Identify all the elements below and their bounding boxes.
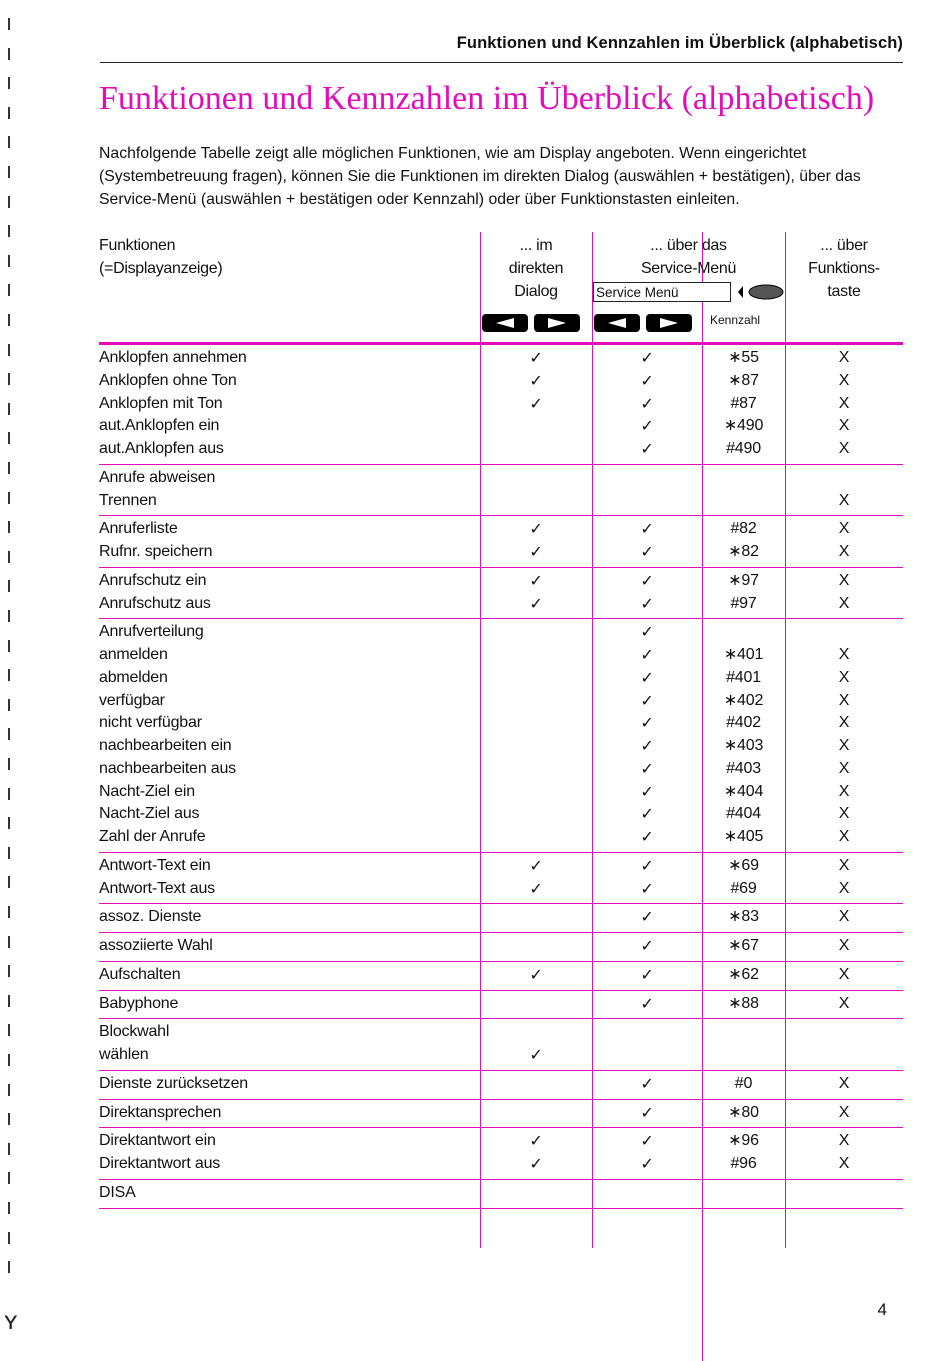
function-name: nicht verfügbar (99, 714, 202, 732)
cut-mark (8, 965, 10, 977)
function-key-mark: X (838, 371, 850, 389)
function-key-mark: X (838, 417, 850, 435)
kennzahl-code: ∗97 (728, 571, 759, 589)
table-row (99, 803, 903, 826)
function-name: Direktansprechen (99, 1103, 222, 1121)
cut-mark (8, 521, 10, 533)
service-menu-check: ✓ (640, 936, 654, 955)
kennzahl-code: ∗67 (728, 937, 759, 954)
cut-marks (8, 18, 14, 1318)
table-row (99, 667, 903, 690)
function-name: Direktantwort ein (99, 1132, 216, 1150)
kennzahl-code: ∗88 (728, 994, 759, 1012)
cut-mark (8, 1232, 10, 1244)
cut-mark (8, 136, 10, 148)
page-number: 4 (877, 1300, 887, 1319)
service-menu-check: ✓ (640, 439, 654, 458)
service-menu-check: ✓ (640, 993, 654, 1013)
table-row (99, 964, 903, 987)
cut-mark (8, 432, 10, 444)
function-name: nachbearbeiten ein (99, 737, 232, 754)
handset-icon (735, 284, 785, 300)
cut-mark (8, 728, 10, 740)
cut-mark (8, 1084, 10, 1096)
direct-dialog-check: ✓ (529, 393, 543, 413)
function-name: Antwort-Text ein (99, 856, 211, 874)
table-row (99, 781, 903, 804)
function-key-mark: X (838, 571, 850, 589)
cut-mark (8, 462, 10, 474)
service-menu-check: ✓ (640, 781, 654, 801)
function-name: Anrufschutz ein (99, 571, 207, 589)
table-row (99, 855, 903, 878)
direct-dialog-check: ✓ (529, 855, 543, 875)
service-menu-check: ✓ (640, 1073, 654, 1093)
table-row (99, 1182, 903, 1205)
table-row (99, 935, 903, 958)
table-row (99, 621, 903, 644)
cut-mark (8, 906, 10, 918)
cut-mark (8, 1261, 10, 1273)
function-name: Nacht-Ziel aus (99, 805, 200, 823)
kennzahl-code: ∗401 (723, 646, 764, 663)
cut-mark (8, 936, 10, 948)
table-row-group (99, 853, 903, 905)
cut-mark (8, 788, 10, 800)
direct-dialog-check: ✓ (529, 370, 543, 390)
direct-dialog-check: ✓ (529, 519, 543, 539)
arrow-right-icon (534, 314, 580, 332)
cut-mark (8, 314, 10, 326)
cut-mark (8, 551, 10, 563)
function-key-mark: X (838, 1155, 850, 1172)
header-service-menu: ... über das Service-Menü (640, 237, 737, 277)
function-table (99, 232, 903, 1209)
cut-mark (8, 492, 10, 504)
table-row (99, 993, 903, 1016)
service-menu-check: ✓ (640, 758, 654, 778)
service-menu-check: ✓ (640, 519, 654, 539)
function-key-mark: X (838, 543, 850, 560)
table-row-group (99, 1100, 903, 1129)
function-name: DISA (99, 1183, 136, 1201)
arrow-left-icon (482, 314, 528, 332)
service-menu-check: ✓ (640, 736, 654, 755)
cut-mark (8, 669, 10, 681)
cut-mark (8, 107, 10, 119)
page-title: Funktionen und Kennzahlen im Überblick (alphabetisch) (99, 80, 875, 117)
function-key-mark: X (838, 691, 850, 709)
function-name: Aufschalten (99, 965, 181, 983)
kennzahl-code: #404 (726, 805, 761, 823)
service-menu-check: ✓ (640, 370, 654, 390)
table-row (99, 593, 903, 616)
direct-dialog-check: ✓ (529, 593, 543, 613)
table-row (99, 370, 903, 393)
table-row (99, 467, 903, 490)
table-row (99, 541, 903, 564)
table-row (99, 393, 903, 416)
function-key-mark: X (838, 1132, 850, 1150)
function-name: wählen (99, 1046, 149, 1063)
function-name: aut.Anklopfen aus (99, 440, 224, 457)
kennzahl-code: #87 (730, 394, 757, 412)
function-key-mark: X (838, 594, 850, 612)
function-key-mark: X (838, 965, 850, 983)
cut-mark (8, 1202, 10, 1214)
cut-mark (8, 876, 10, 888)
cut-mark (8, 1172, 10, 1184)
function-name: Anrufschutz aus (99, 594, 211, 612)
kennzahl-code: #0 (734, 1074, 753, 1092)
cut-mark (8, 403, 10, 415)
function-name: Blockwahl (99, 1023, 170, 1041)
kennzahl-code: #97 (730, 594, 757, 612)
table-row (99, 735, 903, 758)
service-menu-check: ✓ (640, 855, 654, 875)
cut-mark (8, 758, 10, 770)
direct-dialog-check: ✓ (529, 542, 543, 561)
function-key-mark: X (838, 394, 850, 412)
intro-paragraph: Nachfolgende Tabelle zeigt alle möglichen Funktionen, wie am Display angeboten. Wenn eingerichtet (Systembetreuung fragen), können Sie die Funktionen im direkten Dialog (auswählen + bestätigen), über das Service-Menü (auswählen + bestätigen oder Kennzahl) oder über Funktionstasten einleiten. (99, 145, 861, 208)
function-name: Antwort-Text aus (99, 879, 215, 897)
table-header (99, 232, 903, 342)
function-key-mark: X (838, 737, 850, 754)
function-key-mark: X (838, 520, 850, 538)
kennzahl-code: #403 (726, 759, 761, 777)
service-menu-check: ✓ (640, 1102, 654, 1122)
function-name: Anrufe abweisen (99, 468, 216, 486)
table-row (99, 906, 903, 929)
kennzahl-code: ∗62 (728, 965, 759, 983)
direct-dialog-arrow-keys (482, 314, 586, 332)
kennzahl-code: ∗405 (723, 828, 764, 845)
function-name: assoziierte Wahl (99, 937, 213, 954)
service-menu-arrow-keys (594, 314, 698, 332)
cut-mark (8, 817, 10, 829)
cut-mark (8, 225, 10, 237)
cut-mark (8, 847, 10, 859)
arrow-right-icon (646, 314, 692, 332)
function-key-mark: X (838, 349, 850, 366)
service-menu-check: ✓ (640, 348, 654, 367)
cut-mark (8, 995, 10, 1007)
cut-mark (8, 1024, 10, 1036)
direct-dialog-check: ✓ (529, 1131, 543, 1151)
cut-mark (8, 640, 10, 652)
service-menu-display: Service Menü (593, 282, 731, 302)
function-key-mark: X (838, 759, 850, 777)
table-row (99, 690, 903, 713)
function-key-mark: X (838, 856, 850, 874)
header-kennzahl: Kennzahl (710, 313, 761, 327)
function-name: assoz. Dienste (99, 908, 202, 926)
kennzahl-code: #96 (730, 1155, 757, 1172)
function-key-mark: X (838, 908, 850, 926)
running-head: Funktionen und Kennzahlen im Überblick (alphabetisch) (456, 34, 903, 52)
function-name: nachbearbeiten aus (99, 759, 236, 777)
table-row (99, 758, 903, 781)
cut-mark (8, 580, 10, 592)
cut-mark (8, 166, 10, 178)
kennzahl-code: ∗96 (728, 1132, 759, 1150)
service-menu-check: ✓ (640, 1131, 654, 1151)
table-row-group (99, 962, 903, 991)
service-menu-check: ✓ (640, 878, 654, 898)
cut-mark (8, 699, 10, 711)
table-row (99, 644, 903, 667)
table-row-group (99, 619, 903, 853)
kennzahl-code: #69 (730, 879, 757, 897)
table-row-group (99, 345, 903, 465)
service-menu-check: ✓ (640, 1154, 654, 1173)
cut-mark (8, 1054, 10, 1066)
direct-dialog-check: ✓ (529, 878, 543, 898)
direct-dialog-check: ✓ (529, 348, 543, 367)
function-name: Anklopfen annehmen (99, 349, 247, 366)
table-row (99, 347, 903, 370)
cut-mark (8, 18, 10, 30)
function-name: Zahl der Anrufe (99, 828, 206, 845)
table-row (99, 878, 903, 901)
table-row (99, 518, 903, 541)
function-key-mark: X (838, 491, 850, 509)
table-row-group (99, 904, 903, 933)
kennzahl-code: ∗83 (728, 908, 759, 926)
table-row (99, 1021, 903, 1044)
function-key-mark: X (838, 668, 850, 686)
function-name: Anklopfen mit Ton (99, 394, 223, 412)
function-name: verfügbar (99, 691, 165, 709)
cut-mark (8, 284, 10, 296)
function-name: Trennen (99, 491, 157, 509)
cut-mark (8, 48, 10, 60)
header-function-key: ... über Funktions- taste (808, 237, 880, 300)
cut-mark (8, 1143, 10, 1155)
table-row (99, 1073, 903, 1096)
table-row-group (99, 1019, 903, 1071)
cut-mark (8, 196, 10, 208)
function-key-mark: X (838, 714, 850, 732)
table-row-group (99, 1128, 903, 1180)
function-key-mark: X (838, 646, 850, 663)
kennzahl-code: ∗55 (728, 349, 759, 366)
function-name: Dienste zurücksetzen (99, 1074, 248, 1092)
kennzahl-code: ∗490 (723, 417, 764, 435)
service-menu-check: ✓ (640, 907, 654, 927)
table-body (99, 345, 903, 1209)
function-key-mark: X (838, 805, 850, 823)
header-functions: Funktionen (=Displayanzeige) (99, 237, 223, 277)
kennzahl-code: ∗69 (728, 856, 759, 874)
table-row-group (99, 1180, 903, 1209)
function-key-mark: X (838, 782, 850, 800)
service-menu-check: ✓ (640, 542, 654, 561)
function-key-mark: X (838, 994, 850, 1012)
table-row-group (99, 465, 903, 517)
function-name: aut.Anklopfen ein (99, 417, 220, 435)
cut-mark (8, 255, 10, 267)
kennzahl-code: #402 (726, 714, 761, 732)
service-menu-check: ✓ (640, 827, 654, 846)
service-menu-check: ✓ (640, 593, 654, 613)
kennzahl-code: ∗80 (728, 1103, 759, 1121)
function-name: Anklopfen ohne Ton (99, 371, 237, 389)
function-name: Babyphone (99, 994, 179, 1012)
direct-dialog-check: ✓ (529, 570, 543, 590)
kennzahl-code: #82 (730, 520, 757, 538)
table-row-group (99, 516, 903, 568)
service-menu-check: ✓ (640, 964, 654, 984)
function-key-mark: X (838, 1074, 850, 1092)
function-key-mark: X (838, 828, 850, 845)
service-menu-check: ✓ (640, 570, 654, 590)
cut-mark (8, 77, 10, 89)
table-row (99, 1102, 903, 1125)
function-name: Nacht-Ziel ein (99, 782, 195, 800)
cut-mark (8, 373, 10, 385)
cut-mark (8, 610, 10, 622)
direct-dialog-check: ✓ (529, 1154, 543, 1173)
service-menu-check: ✓ (640, 713, 654, 733)
table-row (99, 415, 903, 438)
table-row (99, 1044, 903, 1067)
table-row-group (99, 1071, 903, 1100)
function-name: Direktantwort aus (99, 1155, 221, 1172)
direct-dialog-check: ✓ (529, 1045, 543, 1064)
service-menu-check: ✓ (640, 622, 654, 642)
service-menu-check: ✓ (640, 804, 654, 824)
kennzahl-code: ∗82 (728, 543, 759, 560)
function-name: Anrufverteilung (99, 623, 204, 641)
function-name: Rufnr. speichern (99, 543, 213, 560)
service-menu-check: ✓ (640, 393, 654, 413)
table-row (99, 438, 903, 461)
cut-mark (8, 1113, 10, 1125)
header-direct-dialog: ... im direkten Dialog (508, 237, 564, 300)
table-row (99, 826, 903, 849)
binding-mark-icon: ʏ (4, 1305, 18, 1335)
function-name: Anruferliste (99, 520, 178, 538)
table-row-group (99, 933, 903, 962)
kennzahl-code: #401 (726, 668, 761, 686)
cut-mark (8, 344, 10, 356)
kennzahl-code: ∗403 (723, 737, 764, 754)
function-name: abmelden (99, 668, 168, 686)
function-key-mark: X (838, 879, 850, 897)
direct-dialog-check: ✓ (529, 964, 543, 984)
service-menu-check: ✓ (640, 416, 654, 436)
kennzahl-code: ∗87 (728, 371, 759, 389)
table-row (99, 1153, 903, 1176)
function-key-mark: X (838, 937, 850, 954)
table-row (99, 570, 903, 593)
head-rule (100, 62, 903, 63)
kennzahl-code: #490 (726, 440, 761, 457)
service-menu-check: ✓ (640, 690, 654, 710)
service-menu-check: ✓ (640, 667, 654, 687)
table-row (99, 1130, 903, 1153)
function-key-mark: X (838, 1103, 850, 1121)
table-row-group (99, 991, 903, 1020)
table-row-group (99, 568, 903, 620)
function-key-mark: X (838, 440, 850, 457)
service-menu-check: ✓ (640, 645, 654, 664)
kennzahl-code: ∗402 (723, 691, 764, 709)
kennzahl-code: ∗404 (723, 782, 764, 800)
table-row (99, 490, 903, 513)
arrow-left-icon (594, 314, 640, 332)
function-name: anmelden (99, 646, 168, 663)
table-row (99, 712, 903, 735)
